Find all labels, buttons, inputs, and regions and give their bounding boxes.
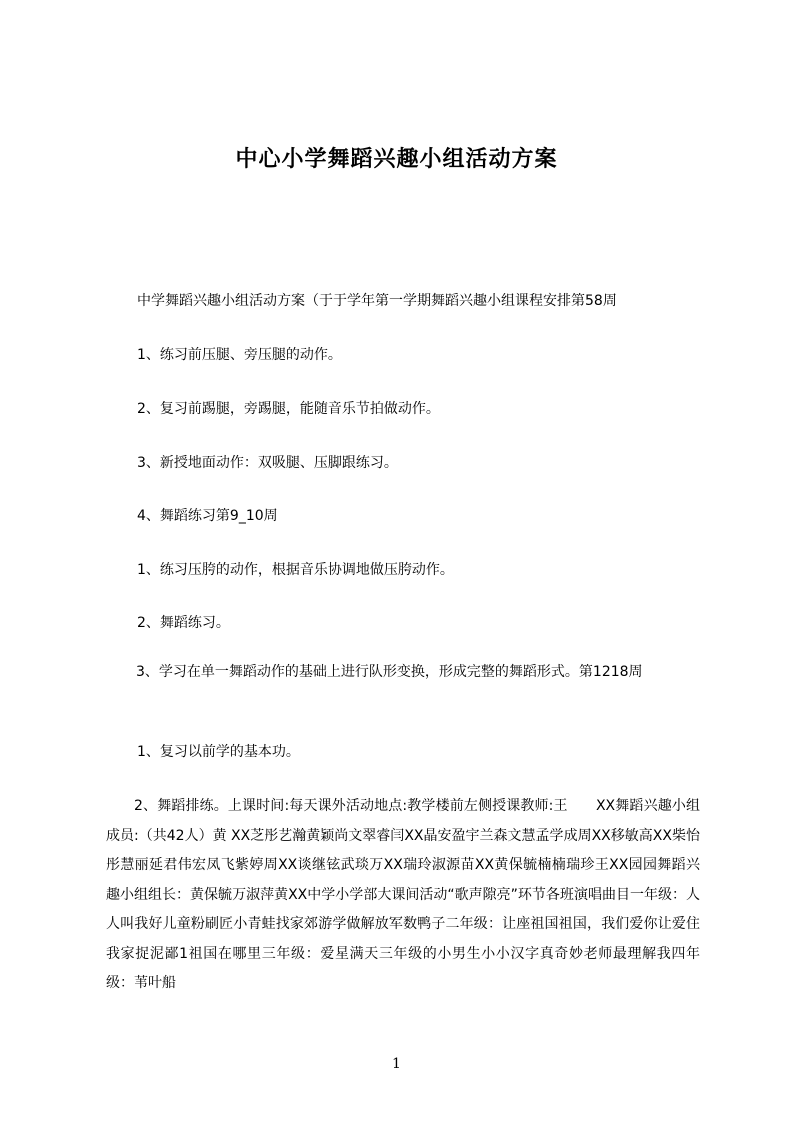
paragraph-item: 1、练习前压腿、旁压腿的动作。 [137, 347, 342, 363]
paragraph-item: 4、舞蹈练习第9_10周 [137, 508, 278, 524]
paragraph-item: 1、复习以前学的基本功。 [137, 744, 300, 760]
page-number: 1 [392, 1056, 401, 1072]
paragraph-body: 2、舞蹈排练。上课时间:每天课外活动地点:教学楼前左侧授课教师:王 XX舞蹈兴趣小组成员:（共42人）黄 XX芝彤艺瀚黄颖尚文翠睿闫XX晶安盈宇兰森文慧孟学成周XX移敏高XX柴怡彤慧丽延君伟宏凤飞紫婷周XX谈继铉武琰万XX瑞玲淑源苗XX黄保毓楠楠瑞珍王XX园园舞蹈兴趣小组组长：黄保毓万淑萍黄XX中学小学部大课间活动“歌声隙亮”环节各班演唱曲目一年级：人人叫我好儿童粉刷匠小青蛙找家郊游学做解放军数鸭子二年级：让座祖国祖国，我们爱你让爱住我家捉泥鄙1祖国在哪里三年级：爱星满天三年级的小男生小小汉字真奇妙老师最理解我四年级：苇叶船 [106, 798, 700, 991]
paragraph-intro: 中学舞蹈兴趣小组活动方案（于于学年第一学期舞蹈兴趣小组课程安排第58周 [137, 293, 617, 309]
paragraph-item: 2、复习前踢腿，旁踢腿，能随音乐节拍做动作。 [137, 401, 440, 417]
paragraph-item: 3、学习在单一舞蹈动作的基础上进行队形变换，形成完整的舞蹈形式。第1218周 [136, 664, 643, 680]
paragraph-item: 3、新授地面动作：双吸腿、压脚跟练习。 [137, 455, 398, 471]
paragraph-item: 1、练习压胯的动作，根据音乐协调地做压胯动作。 [137, 562, 454, 578]
paragraph-item: 2、舞蹈练习。 [137, 615, 230, 631]
document-title: 中心小学舞蹈兴趣小组活动方案 [235, 147, 558, 172]
